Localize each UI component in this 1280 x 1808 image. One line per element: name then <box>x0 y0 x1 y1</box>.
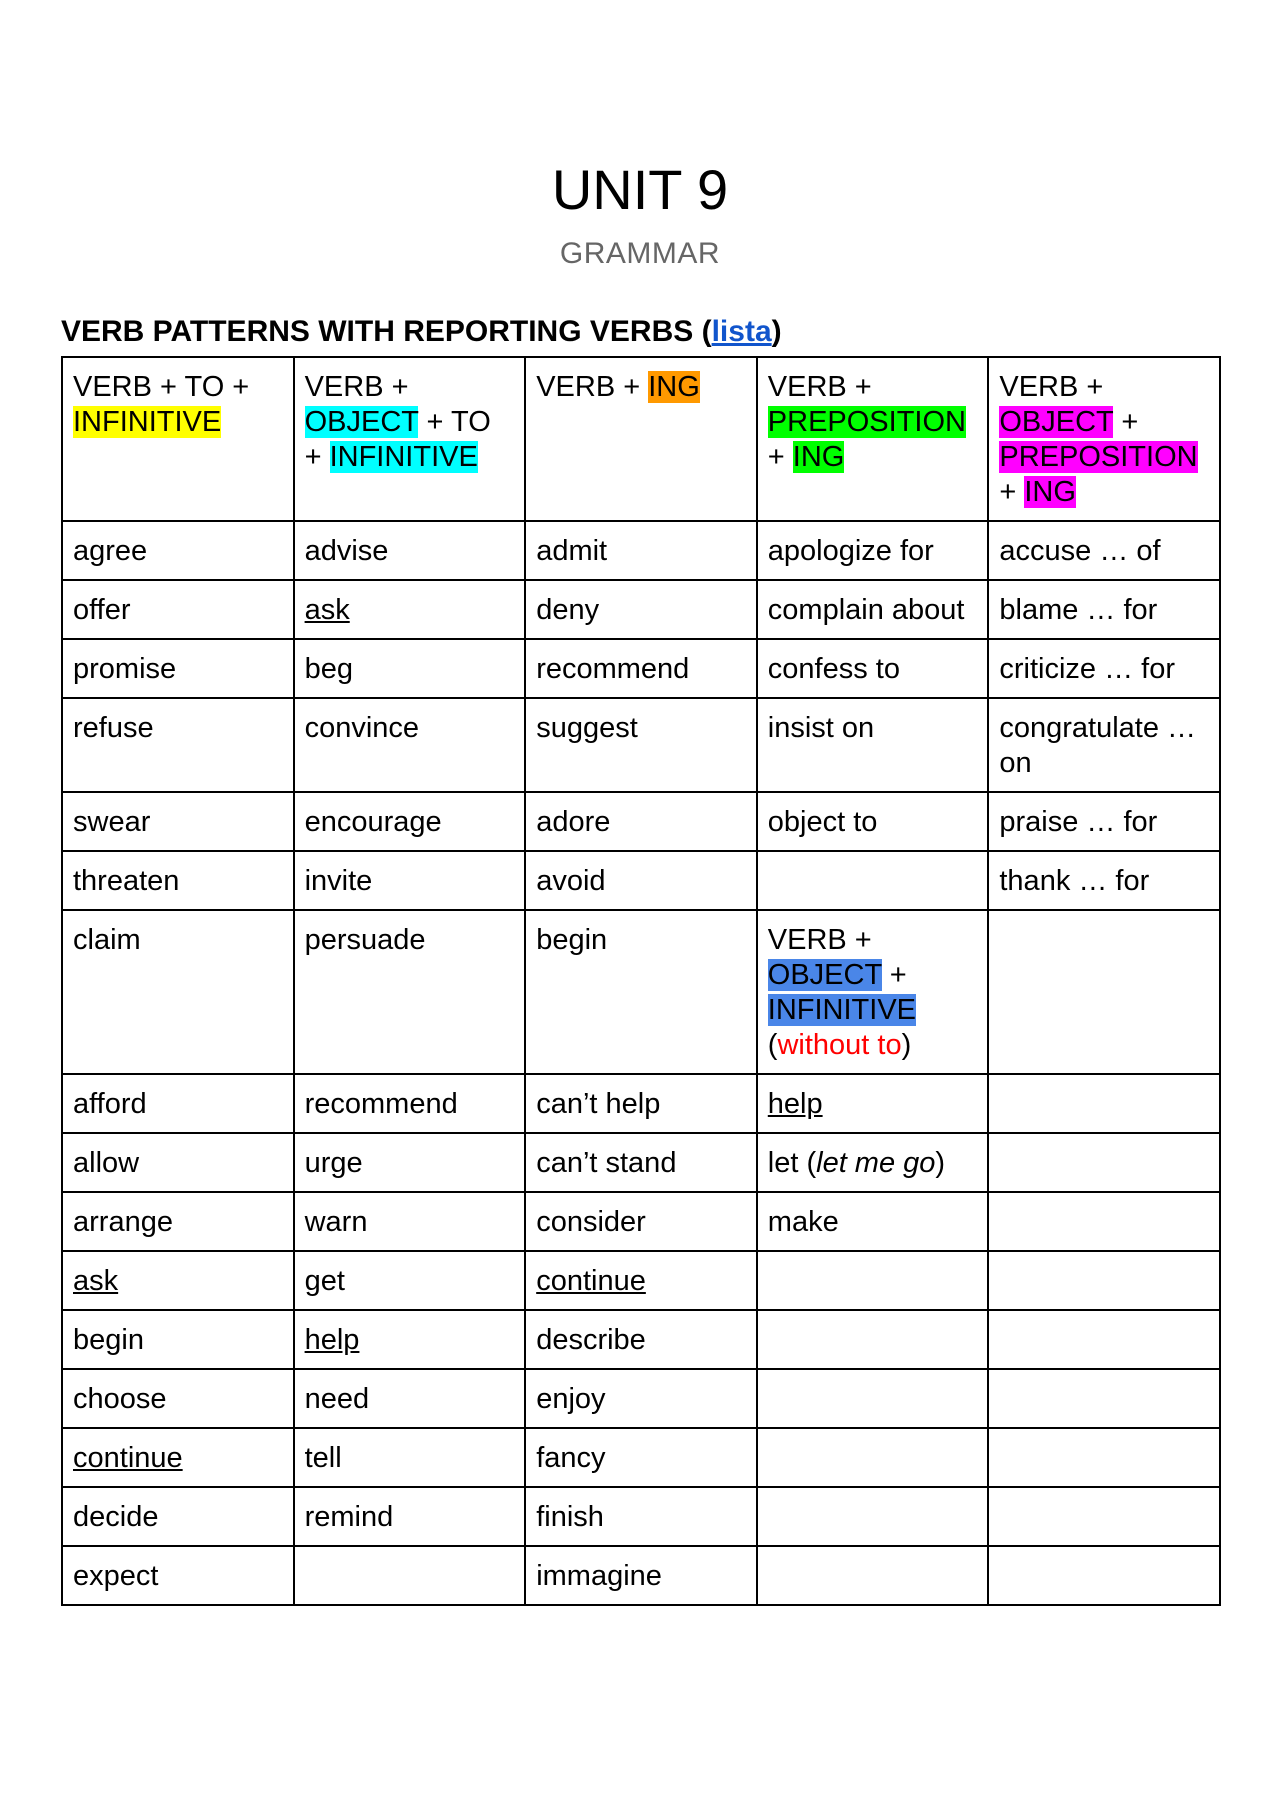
highlight-infinitive: INFINITIVE <box>73 406 222 438</box>
let-close: ) <box>935 1147 946 1179</box>
cell: accuse … of <box>988 521 1220 580</box>
table-row <box>62 698 1220 792</box>
header-text: VERB + <box>999 371 1104 403</box>
header-verb-preposition-ing <box>757 357 989 521</box>
cell <box>988 910 1220 1074</box>
highlight-preposition: PREPOSITION <box>999 441 1198 473</box>
highlight-ing: ING <box>792 441 845 473</box>
table-row <box>62 1133 1220 1192</box>
cell <box>988 1369 1220 1428</box>
cell: tell <box>294 1428 526 1487</box>
table-row <box>62 910 1220 1074</box>
table-row <box>62 1074 1220 1133</box>
subheader-text: ( <box>767 1029 778 1061</box>
header-verb-ing <box>525 357 757 521</box>
cell: convince <box>294 698 526 792</box>
cell <box>988 1074 1220 1133</box>
cell: agree <box>62 521 294 580</box>
cell <box>294 1546 526 1605</box>
cell: recommend <box>294 1074 526 1133</box>
cell: invite <box>294 851 526 910</box>
cell: suggest <box>525 698 757 792</box>
let-example: let me go <box>816 1147 936 1179</box>
subheader-verb-object-infinitive <box>757 910 989 1074</box>
header-text: VERB + <box>767 371 872 403</box>
header-text: VERB + <box>304 371 409 403</box>
section-heading-end: ) <box>771 315 782 348</box>
cell: confess to <box>757 639 989 698</box>
cell: describe <box>525 1310 757 1369</box>
highlight-ing: ING <box>1024 476 1076 508</box>
cell <box>757 1251 989 1310</box>
table-header-row <box>62 357 1220 521</box>
cell: blame … for <box>988 580 1220 639</box>
cell: fancy <box>525 1428 757 1487</box>
table-row <box>62 1546 1220 1605</box>
cell: thank … for <box>988 851 1220 910</box>
cell <box>757 1487 989 1546</box>
cell <box>294 580 526 639</box>
cell: praise … for <box>988 792 1220 851</box>
cell: threaten <box>62 851 294 910</box>
page-title: UNIT 9 <box>551 158 729 221</box>
lista-link[interactable]: lista <box>711 315 772 348</box>
cell <box>988 1133 1220 1192</box>
underlined-word: ask <box>304 594 350 626</box>
header-text: + <box>767 441 793 473</box>
table-row <box>62 580 1220 639</box>
cell: criticize … for <box>988 639 1220 698</box>
cell: finish <box>525 1487 757 1546</box>
cell: object to <box>757 792 989 851</box>
table-row <box>62 851 1220 910</box>
cell: admit <box>525 521 757 580</box>
subheader-text: + <box>881 959 907 991</box>
table-row <box>62 792 1220 851</box>
header-text: + <box>1113 406 1139 438</box>
underlined-word: help <box>767 1088 823 1120</box>
table-row <box>62 1487 1220 1546</box>
page-subtitle: GRAMMAR <box>559 237 721 270</box>
subheader-text: ) <box>901 1029 912 1061</box>
cell <box>757 1546 989 1605</box>
header-text: + TO + <box>304 406 491 473</box>
cell: consider <box>525 1192 757 1251</box>
highlight-object: OBJECT <box>304 406 419 438</box>
cell: need <box>294 1369 526 1428</box>
section-heading-text: VERB PATTERNS WITH REPORTING VERBS ( <box>61 315 712 348</box>
cell: immagine <box>525 1546 757 1605</box>
underlined-word: help <box>304 1324 360 1356</box>
cell: allow <box>62 1133 294 1192</box>
cell <box>294 1310 526 1369</box>
cell <box>757 1133 989 1192</box>
highlight-object: OBJECT <box>999 406 1114 438</box>
section-heading <box>61 314 782 350</box>
cell: afford <box>62 1074 294 1133</box>
header-text: + <box>999 476 1025 508</box>
table-row <box>62 1251 1220 1310</box>
cell <box>757 1369 989 1428</box>
cell: beg <box>294 639 526 698</box>
cell <box>757 1310 989 1369</box>
table-row <box>62 1428 1220 1487</box>
cell: urge <box>294 1133 526 1192</box>
cell: offer <box>62 580 294 639</box>
cell: refuse <box>62 698 294 792</box>
table-row <box>62 521 1220 580</box>
underlined-word: continue <box>536 1265 646 1297</box>
cell <box>62 1251 294 1310</box>
cell: decide <box>62 1487 294 1546</box>
highlight-infinitive: INFINITIVE <box>329 441 478 473</box>
table-row <box>62 1192 1220 1251</box>
cell <box>988 1251 1220 1310</box>
header-verb-to-infinitive <box>62 357 294 521</box>
cell <box>62 1428 294 1487</box>
cell: avoid <box>525 851 757 910</box>
cell: get <box>294 1251 526 1310</box>
cell: complain about <box>757 580 989 639</box>
highlight-preposition: PREPOSITION <box>767 406 966 438</box>
cell: swear <box>62 792 294 851</box>
without-to-note: without to <box>777 1029 902 1061</box>
table-row <box>62 1310 1220 1369</box>
cell <box>757 851 989 910</box>
cell: insist on <box>757 698 989 792</box>
cell: expect <box>62 1546 294 1605</box>
cell: can’t help <box>525 1074 757 1133</box>
cell: can’t stand <box>525 1133 757 1192</box>
cell: warn <box>294 1192 526 1251</box>
header-text: VERB + TO + <box>73 371 250 403</box>
cell: promise <box>62 639 294 698</box>
header-verb-object-preposition-ing <box>988 357 1220 521</box>
cell: choose <box>62 1369 294 1428</box>
let-word: let ( <box>767 1147 817 1179</box>
cell: enjoy <box>525 1369 757 1428</box>
header-verb-object-to-infinitive <box>294 357 526 521</box>
highlight-object: OBJECT <box>767 959 882 991</box>
cell: begin <box>62 1310 294 1369</box>
cell: arrange <box>62 1192 294 1251</box>
highlight-infinitive: INFINITIVE <box>767 994 917 1026</box>
cell <box>988 1192 1220 1251</box>
cell: congratulate … on <box>988 698 1220 792</box>
cell <box>757 1074 989 1133</box>
underlined-word: ask <box>73 1265 119 1297</box>
cell <box>988 1487 1220 1546</box>
cell <box>525 1251 757 1310</box>
table-row <box>62 1369 1220 1428</box>
cell: make <box>757 1192 989 1251</box>
cell <box>988 1546 1220 1605</box>
highlight-ing: ING <box>648 371 700 403</box>
cell: begin <box>525 910 757 1074</box>
cell: advise <box>294 521 526 580</box>
cell <box>988 1428 1220 1487</box>
cell: recommend <box>525 639 757 698</box>
cell: apologize for <box>757 521 989 580</box>
cell: encourage <box>294 792 526 851</box>
cell <box>988 1310 1220 1369</box>
cell: remind <box>294 1487 526 1546</box>
cell: deny <box>525 580 757 639</box>
subheader-text: VERB + <box>767 924 872 956</box>
cell <box>757 1428 989 1487</box>
table-row <box>62 639 1220 698</box>
cell: persuade <box>294 910 526 1074</box>
header-text: VERB + <box>536 371 649 403</box>
underlined-word: continue <box>73 1442 183 1474</box>
verb-patterns-table <box>61 356 1221 1606</box>
cell: claim <box>62 910 294 1074</box>
cell: adore <box>525 792 757 851</box>
